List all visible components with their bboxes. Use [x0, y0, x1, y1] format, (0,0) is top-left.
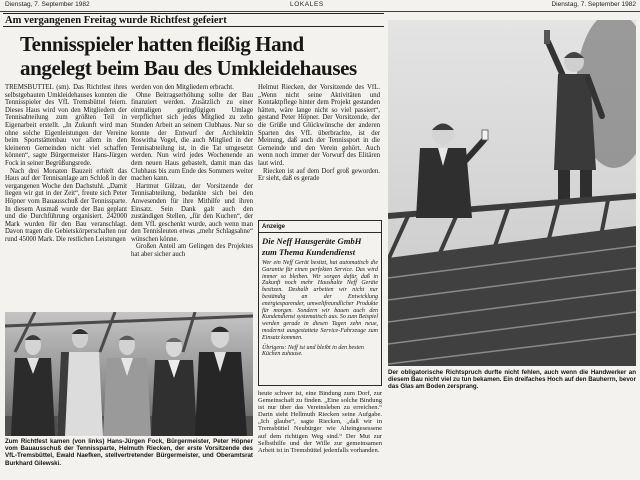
article-headline: [20, 32, 384, 80]
section-title: LOKALES: [290, 1, 324, 8]
group-photo: [5, 312, 253, 436]
topping-out-photo-image: [388, 20, 636, 366]
ad-title-line-1: Die Neff Hausgeräte GmbH: [262, 236, 362, 246]
headline-line-2: angelegt beim Bau des Umkleidehauses: [20, 56, 357, 80]
group-photo-caption: Zum Richtfest kamen (von links) Hans-Jürgen Fock, Bürgermeister, Peter Höpner vom Bauausschuß der Tennissparte, Helmuth Riecken, der erste Vorsitzende des VfL-Tremsbüttel, Ewald Naefken, stellvertretender Bürgermeister, und Oberamtsrat Burkhard Gilewski.: [5, 438, 253, 467]
paragraph: Riecken ist auf dem Dorf groß geworden. Er sieht, daß es gerade: [258, 167, 380, 183]
header-divider: [0, 11, 640, 12]
topping-out-photo: [388, 20, 636, 366]
paragraph: Nach drei Monaten Bauzeit erhielt das Haus auf der Tennisanlage am Schloß in der vergangenen Woche den Dachstuhl. „Damit liegen wir gut in der Zeit“, freute sich Peter Höpner vom Bauausschuß der Tennissparte. In diesem Ausmaß wurde der Bau geplant und die Durchführung organisiert. 242000 Mark wurden für den Bau veranschlagt. Davon tragen die Gebietskörperschaften nur rund 45000 Mark. Die restlichen Leistungen: [5, 167, 127, 243]
ad-title-line-2: zum Thema Kundendienst: [262, 246, 356, 257]
paragraph: Großen Anteil am Gelingen des Projektes hat aber sicher auch: [131, 243, 253, 259]
article-column-1: [5, 84, 127, 308]
article-column-3: [258, 84, 380, 218]
topping-out-photo-caption: Der obligatorische Richtspruch durfte nicht fehlen, auch wenn die Handwerker an diesem Bau nicht viel zu tun bekamen. Ein dreifaches Hoch auf den Bauherrn, bevor das Glas am Boden zersprang.: [388, 369, 636, 391]
advertisement-box: [258, 220, 382, 386]
paragraph: TREMSBÜTTEL (sm). Das Richtfest ihres selbstgebauten Umkleidehauses konnten die Tennisspieler des VfL Tremsbüttel feiern. Dieses Haus wird von den Mitgliedern der Tennisabteilung zum größten Teil in Eigenarbeit erstellt. „In Zukunft wird man ohne solche Eigenleistungen der Vereine beim Sportstättenbau vor allem in den kleineren Gemeinden nicht viel schaffen können“, sagte Bürgermeister Hans-Jürgen Fock in seiner Begrüßungsrede.: [5, 84, 127, 167]
article-column-2: [131, 84, 253, 308]
paragraph: Hartmut Gülzau, der Vorsitzende der Tennisabteilung, bedankte sich bei den Anwesenden für ihre Mithilfe und ihren Einsatz. Sein Dank galt auch den zuständigen Stellen, „für den Kuchen“, der dem VfL geschenkt wurde, auch wenn man den Tennisleuten etwas „mehr Schlagsahne“ wünschen könne.: [131, 182, 253, 243]
paragraph: werden von den Mitgliedern erbracht.: [131, 84, 234, 91]
paragraph: heute schwer ist, eine Bindung zum Dorf, zur Gemeinschaft zu finden. „Eine solche Bindung ist nur über das Vereinsleben zu erreichen.“ Darin sieht Hellmuth Riecken seine Aufgabe. „Ich glaube“, sagte Riecken, „daß wir in Tremsbüttel Neubürger wie Alteingesessene auf dem richtigen Weg sind.“ Der Mut zur Selbsthilfe und der Wille zur gemeinsamen Arbeit ist in Tremsbüttel jedenfalls vorhanden.: [258, 390, 382, 454]
article-kicker: Am vergangenen Freitag wurde Richtfest gefeiert: [3, 13, 384, 27]
ad-footer: Übrigens: Neff ist und bleibt in den besten Küchen zuhause.: [262, 344, 364, 358]
header-date-right: Dienstag, 7. September 1982: [551, 1, 636, 8]
headline-line-1: Tennisspieler hatten fleißig Hand: [20, 32, 304, 56]
ad-label: Anzeige: [259, 223, 381, 233]
ad-body: Wer ein Neff Gerät besitzt, hat automatisch die Garantie für einen perfekten Service. Das wird immer so bleiben. Wir sorgen dafür, daß in Zukunft noch mehr Haushalte Neff Geräte besitzen. Deshalb arbeiten wir nicht nur beständig an der Entwicklung energiesparender, umweltfreundlicher Produkte für morgen. Sondern wir bauen auch den Kundendienst systematisch aus. So zum Beispiel werden gerade in diesen Tagen zehn neue, modernst ausgestattete Service-Fahrzeuge zum Einsatz kommen.: [262, 260, 378, 341]
group-photo-image: [5, 312, 253, 436]
paragraph: Ohne Beitragserhöhung sollte der Bau finanziert werden. Zusätzlich zu einer einmaligen geringfügigen Umlage verpflichtet sich jedes Mitglied zu zehn Stunden Arbeit an seinem Clubhaus. Nur so konnte der Entwurf der Architektin Roswitha Vogel, die auch Mitglied in der Tennisabteilung ist, in die Tat umgesetzt werden. Nun wird jedes Wochenende an dem neuen Haus gebastelt, damit man das Clubhaus bis zum Ende des Sommers weiter machen kann.: [131, 91, 253, 183]
article-continuation: [258, 390, 382, 479]
header-date-left: Dienstag, 7. September 1982: [5, 1, 90, 8]
paragraph: Helmut Riecken, der Vorsitzende des VfL. „Wenn nicht seine Aktivitäten und Kontaktpflege hinter dem Projekt gestanden hätten, wäre lange nicht so viel passiert“, gestand Peter Höpner. Der Vorsitzende, der die Grüße und Glückwünsche der anderen Sparten des VfL überbrachte, ist der Meinung, daß auch der Tennissport in die Gemeinde und den Verein gehört. Auch wenn noch immer der Vorwurf des Elitären laut wird.: [258, 84, 380, 167]
